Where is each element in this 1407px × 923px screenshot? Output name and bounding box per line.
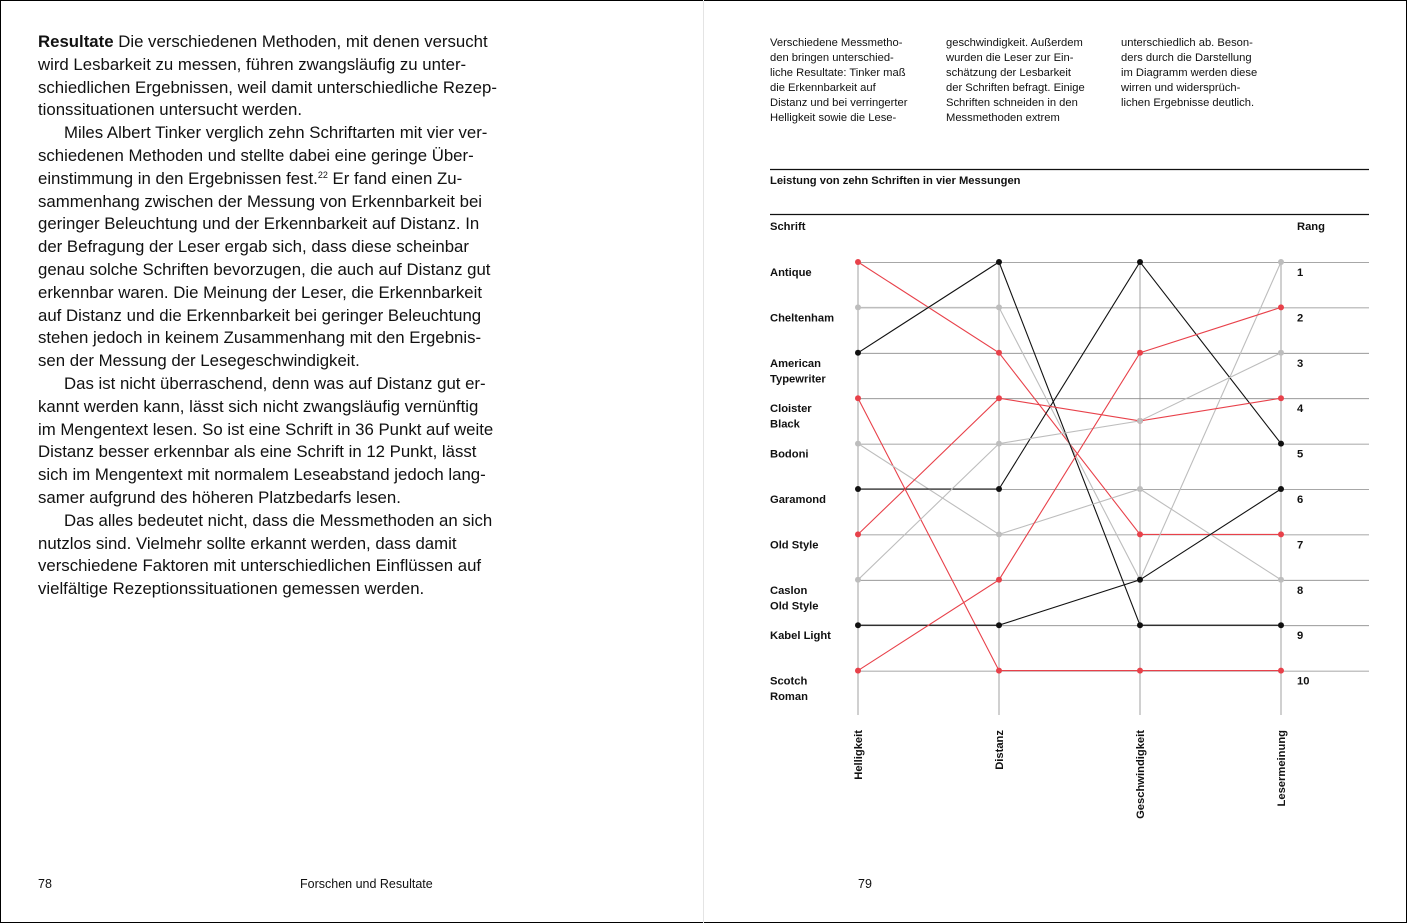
data-point (855, 395, 861, 401)
measurement-label: Helligkeit (853, 730, 865, 780)
font-label-line: American (770, 357, 821, 370)
data-point (1278, 350, 1284, 356)
running-footer: Forschen und Resultate (300, 877, 433, 891)
font-label-line: Old Style (770, 600, 819, 613)
data-point (1137, 622, 1143, 628)
series-line (858, 262, 1281, 534)
font-label-line: Old Style (770, 539, 819, 552)
series-line (858, 262, 1281, 625)
series-line (858, 262, 1281, 580)
data-point (855, 577, 861, 583)
rank-label: 3 (1297, 357, 1304, 370)
data-point (996, 259, 1002, 265)
paragraph-1-text: Die verschiedenen Methoden, mit denen versucht wird Lesbarkeit zu messen, führen zwangsläufig zu unter- schiedlichen Ergebnissen, weil damit unterschiedliche Rezep- tionssituationen untersucht werden. (38, 32, 497, 120)
data-point (1278, 668, 1284, 674)
font-label (770, 312, 834, 324)
series-line (858, 489, 1281, 625)
font-label (770, 676, 808, 704)
font-label (770, 403, 812, 431)
data-point (996, 622, 1002, 628)
paragraph-lead: Resultate (38, 32, 114, 51)
rank-label: 8 (1297, 584, 1304, 597)
rank-label: 7 (1297, 539, 1304, 552)
data-point (855, 622, 861, 628)
paragraph-2-text-a: Miles Albert Tinker verglich zehn Schriftarten mit vier ver- schiedenen Methoden und stellte dabei eine geringe Über- einstimmung in den Ergebnissen fest. (38, 123, 488, 188)
data-point (855, 441, 861, 447)
rank-label: 1 (1297, 267, 1304, 279)
data-point (855, 531, 861, 537)
font-label (770, 449, 809, 461)
data-point (996, 441, 1002, 447)
font-label (770, 267, 812, 279)
page-number-right: 79 (858, 877, 872, 891)
data-point (996, 304, 1002, 310)
font-label-line: Roman (770, 691, 808, 704)
font-label-line: Garamond (770, 494, 826, 506)
font-label-line: Typewriter (770, 373, 826, 386)
font-label-line: Scotch (770, 675, 808, 688)
font-label-line: Kabel Light (770, 630, 831, 643)
data-point (996, 486, 1002, 492)
font-label-line: Cheltenham (770, 312, 835, 325)
measurement-label: Geschwindigkeit (1135, 730, 1147, 819)
caption-column-2: geschwindigkeit. Außerdem wurden die Leser zur Ein- schätzung der Lesbarkeit der Schriften befragt. Einige Schriften schneiden in den Messmethoden extrem (946, 37, 1085, 125)
data-point (996, 395, 1002, 401)
font-label (770, 358, 826, 386)
data-point (1137, 418, 1143, 424)
data-point (996, 350, 1002, 356)
paragraph-4: Das alles bedeutet nicht, dass die Messmethoden an sich nutzlos sind. Vielmehr sollte erkannt werden, dass damit verschiedene Faktoren mit unterschiedlichen Einflüssen auf vielfältige Rezeptionssituationen gemessen werden. (38, 510, 493, 599)
rank-header: Rang (1297, 221, 1325, 233)
paragraph-2-text-b: Er fand einen Zu- sammenhang zwischen der Messung von Erkennbarkeit bei geringer Beleuchtung und der Erkennbarkeit auf Distanz. In der Befragung der Leser ergab sich, dass diese scheinbar genau solche Schriften bevorzugen, die auch auf Distanz gut erkennbar waren. Die Meinung der Leser, die Erkennbarkeit auf Distanz und die Erkennbarkeit bei geringer Beleuchtung stehen jedoch in keinem Zusammenhang mit den Ergebnis- sen der Messung der Lesegeschwindigkeit. (38, 168, 491, 371)
series-line (858, 262, 1281, 489)
font-label-line: Antique (770, 267, 812, 279)
data-point (1278, 486, 1284, 492)
font-label (770, 585, 819, 613)
data-point (1137, 259, 1143, 265)
data-point (1137, 486, 1143, 492)
data-point (1278, 259, 1284, 265)
rank-label: 2 (1297, 312, 1304, 325)
chart-title: Leistung von zehn Schriften in vier Messungen (770, 175, 1021, 187)
rank-label: 6 (1297, 494, 1304, 506)
caption-column-3: unterschiedlich ab. Beson- ders durch die Darstellung im Diagramm werden diese wirren und widersprüch- lichen Ergebnisse deutlich. (1121, 37, 1258, 110)
data-point (1278, 577, 1284, 583)
data-point (1278, 531, 1284, 537)
font-label-line: Cloister (770, 403, 812, 416)
measurement-label: Lesermeinung (1276, 730, 1288, 807)
footnote-reference[interactable]: 22 (317, 169, 328, 180)
data-point (996, 668, 1002, 674)
data-point (1278, 304, 1284, 310)
font-label (770, 539, 819, 551)
rank-label: 4 (1297, 403, 1304, 416)
font-label-line: Bodoni (770, 448, 809, 461)
data-point (996, 577, 1002, 583)
data-point (1278, 441, 1284, 447)
font-label-line: Caslon (770, 584, 808, 597)
data-point (855, 486, 861, 492)
font-label-line: Black (770, 418, 800, 431)
rank-label: 9 (1297, 630, 1304, 643)
series-line (858, 444, 1281, 580)
data-point (855, 259, 861, 265)
rank-label: 5 (1297, 448, 1304, 461)
data-point (855, 668, 861, 674)
rank-label: 10 (1297, 675, 1310, 688)
page-number-left: 78 (38, 877, 52, 891)
data-point (1137, 531, 1143, 537)
measurement-label: Distanz (994, 730, 1006, 770)
data-point (1278, 622, 1284, 628)
row-header: Schrift (770, 221, 806, 233)
data-point (1137, 668, 1143, 674)
data-point (1137, 577, 1143, 583)
data-point (1278, 395, 1284, 401)
data-point (855, 350, 861, 356)
paragraph-3: Das ist nicht überraschend, denn was auf Distanz gut er- kannt werden kann, lässt sich nicht zwangsläufig vernünftig im Mengentext lesen. So ist eine Schrift in 36 Punkt auf weite Distanz besser erkennbar als eine Schrift in 12 Punkt, lässt sich im Mengentext mit normalem Leseabstand jedoch lang- samer aufgrund des höheren Platzbedarfs lesen. (38, 373, 494, 507)
data-point (855, 304, 861, 310)
font-label (770, 630, 831, 642)
font-label (770, 494, 826, 506)
data-point (1137, 350, 1143, 356)
data-point (996, 531, 1002, 537)
caption-column-1: Verschiedene Messmetho- den bringen unterschied- liche Resultate: Tinker maß die Erkennbarkeit auf Distanz und bei verringerter Helligkeit sowie die Lese- (770, 37, 908, 125)
